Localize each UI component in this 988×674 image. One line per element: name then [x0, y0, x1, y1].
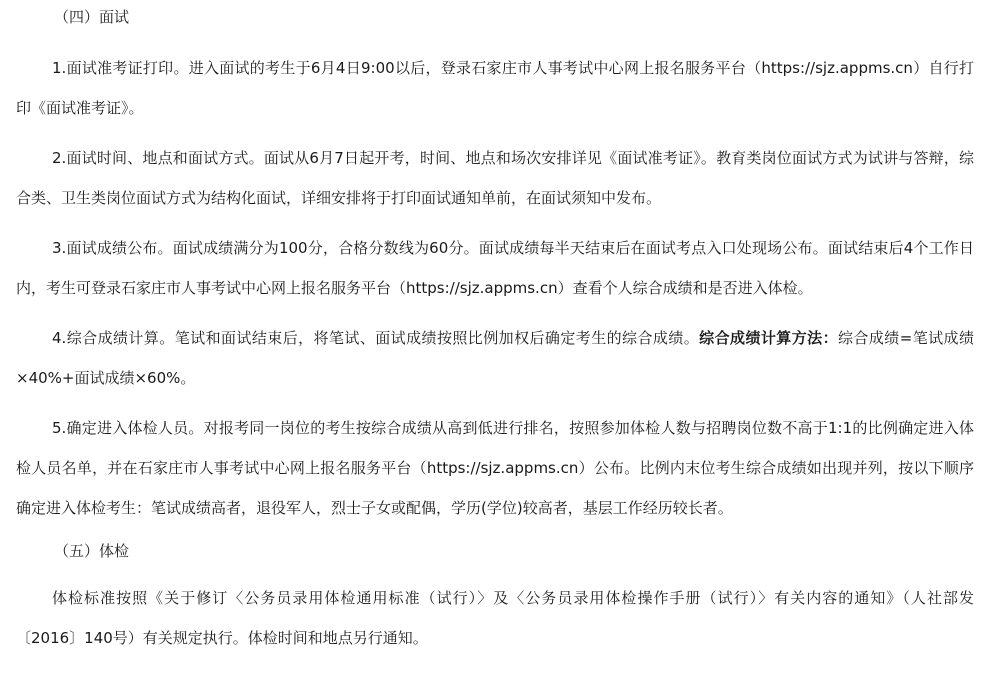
paragraph-medical-candidates: 5.确定进入体检人员。对报考同一岗位的考生按综合成绩从高到低进行排名，按照参加体检人数与招聘岗位数不高于1:1的比例确定进入体检人员名单，并在石家庄市人事考试中心网上报名服务平台（https://sjz.appms.cn）公布。比例内末位考生综合成绩如出现并列，按以下顺序确定进入体检考生：笔试成绩高者，退役军人，烈士子女或配偶，学历(学位)较高者，基层工作经历较长者。 — [16, 419, 974, 517]
composite-score-formula: 综合成绩=笔试成绩×40%+面试成绩×60%。 — [16, 329, 974, 387]
paragraph-interview-score: 3.面试成绩公布。面试成绩满分为100分，合格分数线为60分。面试成绩每半天结束后在面试考点入口处现场公布。面试结束后4个工作日内，考生可登录石家庄市人事考试中心网上报名服务平台（https://sjz.appms.cn）查看个人综合成绩和是否进入体检。 — [16, 239, 974, 297]
paragraph-composite-score — [16, 318, 974, 398]
composite-score-intro: 4.综合成绩计算。笔试和面试结束后，将笔试、面试成绩按照比例加权后确定考生的综合成绩。 — [52, 329, 700, 347]
section-heading-interview: （四）面试 — [54, 8, 130, 26]
paragraph-interview-time-place: 2.面试时间、地点和面试方式。面试从6月7日起开考，时间、地点和场次安排详见《面试准考证》。教育类岗位面试方式为试讲与答辩，综合类、卫生类岗位面试方式为结构化面试，详细安排将于打印面试通知单前，在面试须知中发布。 — [16, 149, 974, 207]
paragraph-admission-ticket: 1.面试准考证打印。进入面试的考生于6月4日9:00以后，登录石家庄市人事考试中心网上报名服务平台（https://sjz.appms.cn）自行打印《面试准考证》。 — [16, 59, 974, 117]
composite-score-method-label: 综合成绩计算方法： — [699, 329, 838, 347]
section-heading-medical-exam: （五）体检 — [54, 542, 130, 560]
paragraph-medical-standard: 体检标准按照《关于修订〈公务员录用体检通用标准（试行）〉及〈公务员录用体检操作手册（试行）〉有关内容的通知》（人社部发〔2016〕140号）有关规定执行。体检时间和地点另行通知。 — [16, 589, 974, 647]
document-body — [16, 0, 974, 658]
